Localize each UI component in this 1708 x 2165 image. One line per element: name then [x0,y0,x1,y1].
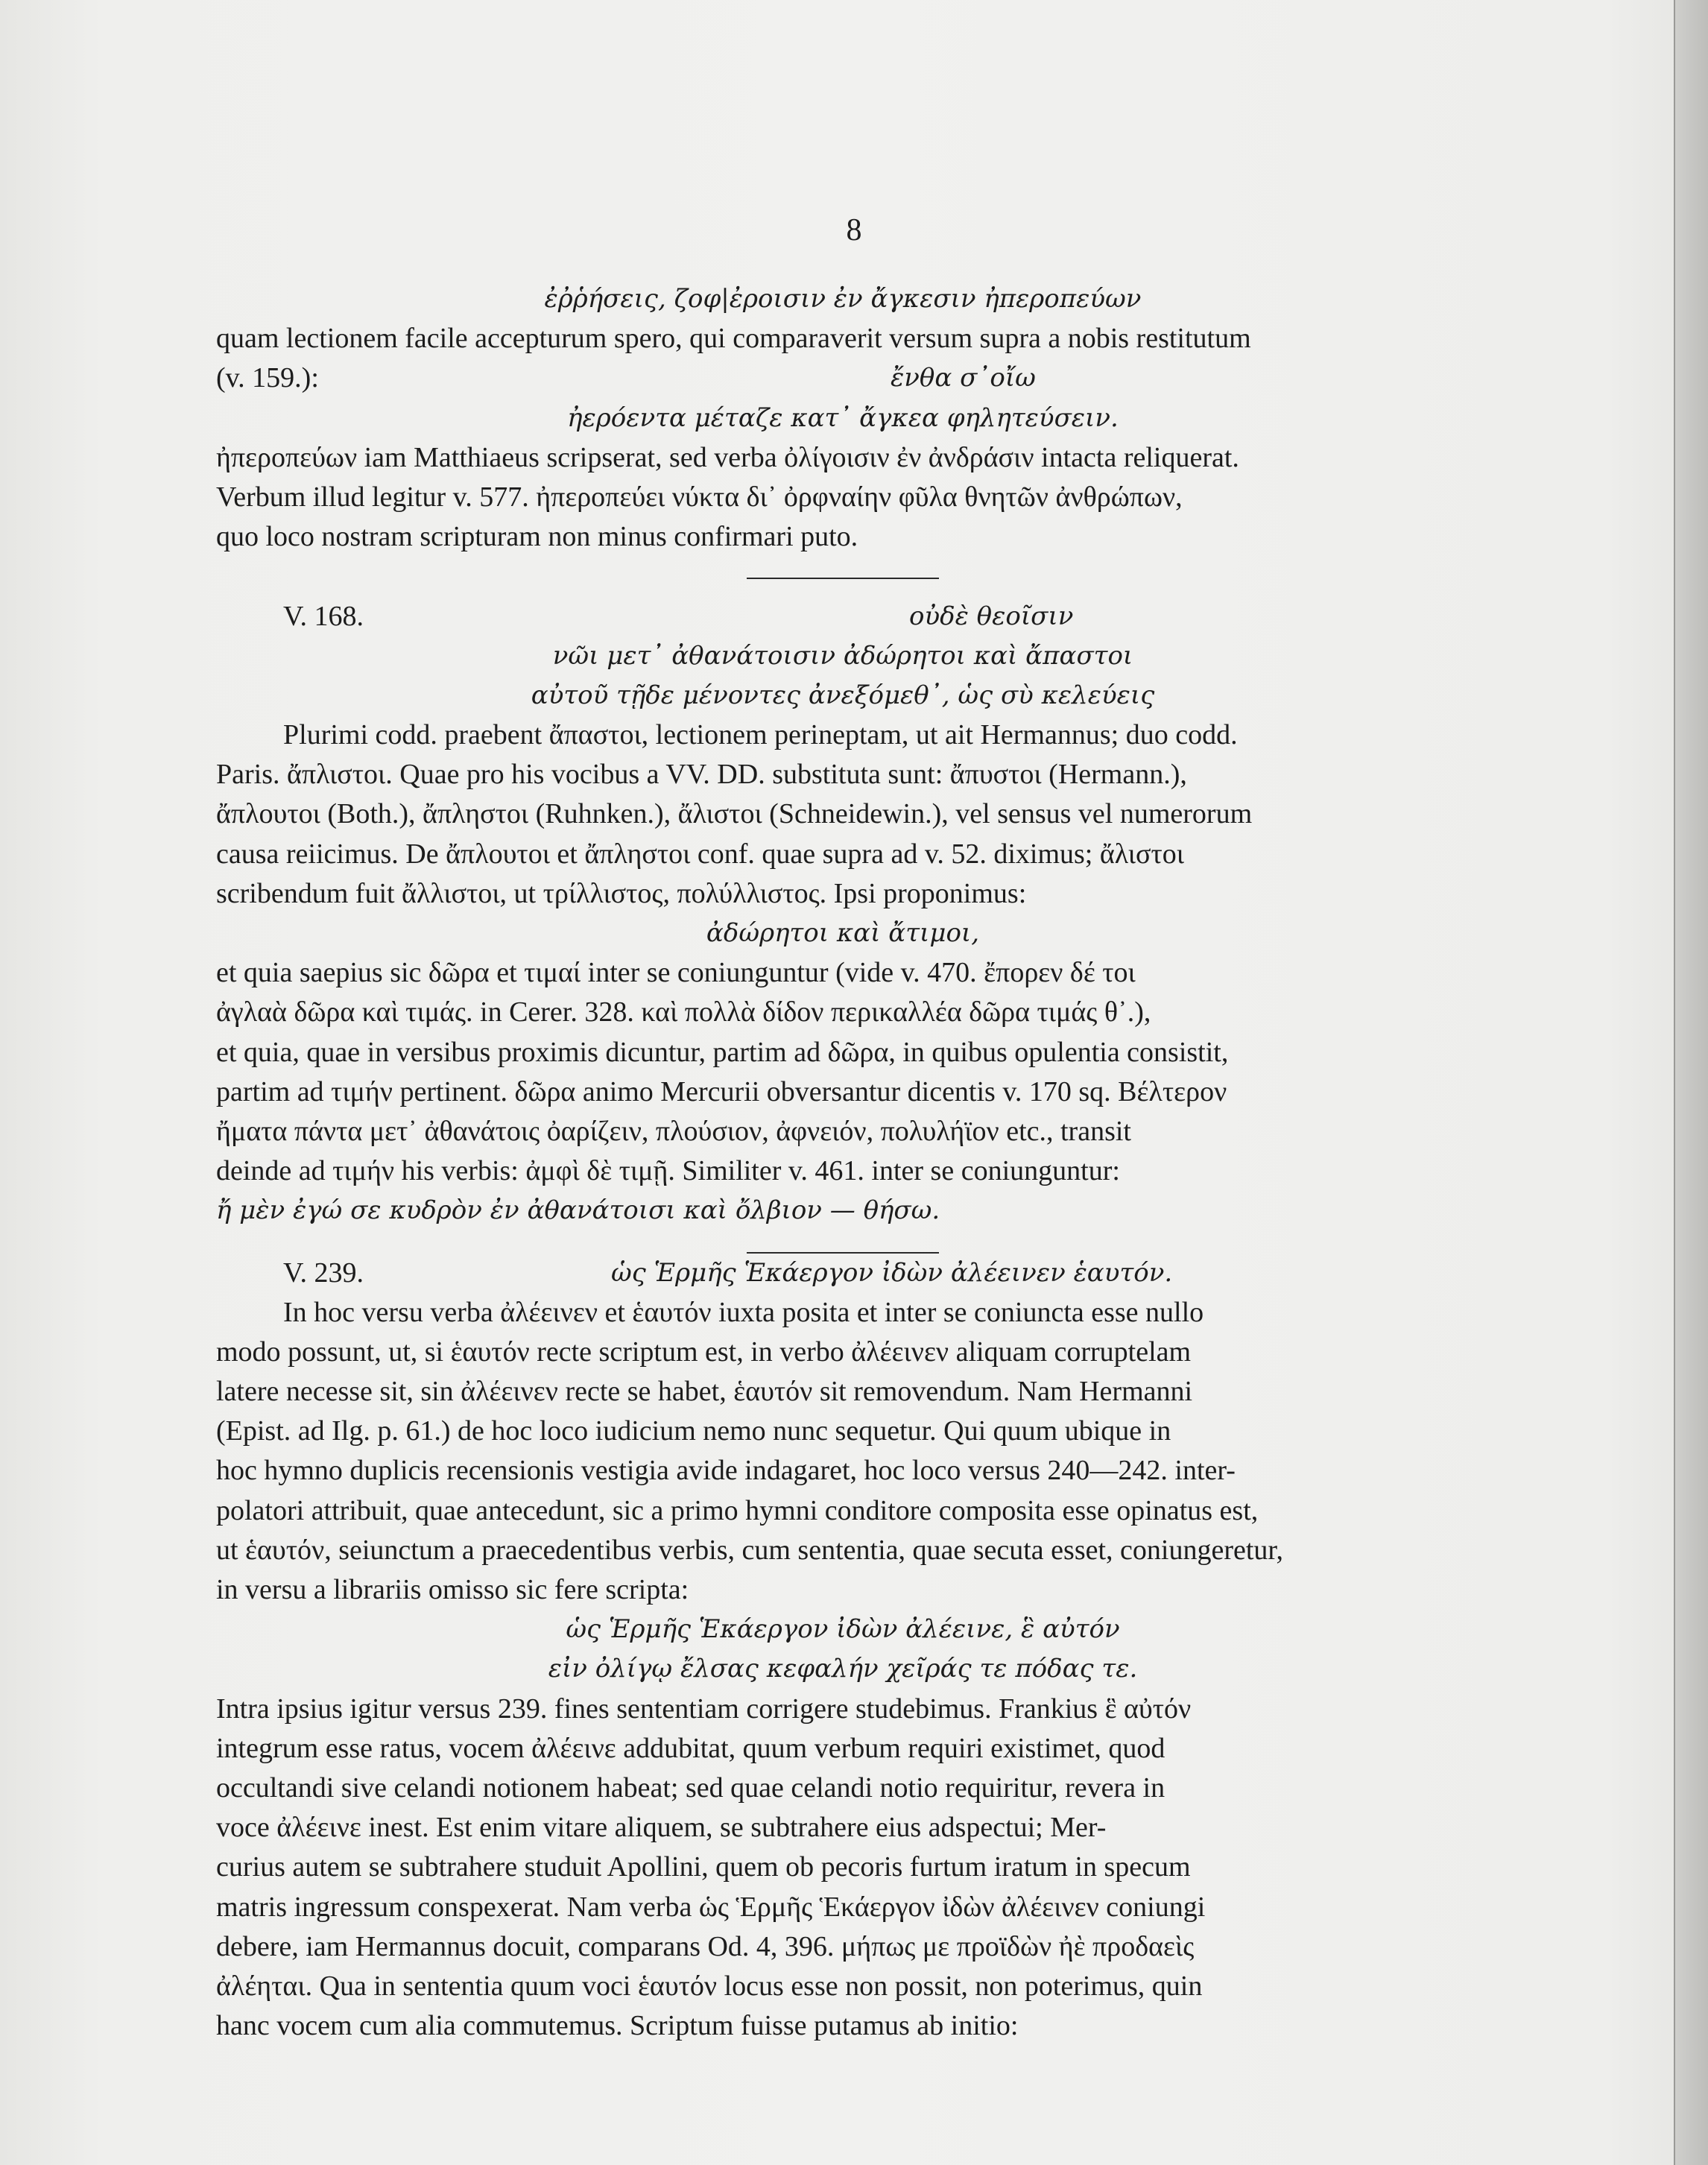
greek-verse: ὡς Ἑρμῆς Ἑκάεργον ἰδὼν ἀλέεινε, ἓ αὐτόν [566,1614,1120,1645]
page-number: 8 [846,213,862,247]
greek-verse: νῶι μετ᾽ ἀθανάτοισιν ἀδώρητοι καὶ ἄπαστοι [552,640,1133,671]
text-line: (v. 159.): [216,362,319,394]
text-line: In hoc versu verba ἀλέεινεν et ἑαυτόν iuxta posita et inter se coniuncta esse nullo [283,1296,1204,1328]
greek-verse: ἠερόεντα μέταζε κατ᾽ ἄγκεα φηλητεύσειν. [567,402,1119,433]
text-line: ἀγλαὰ δῶρα καὶ τιμάς. in Cerer. 328. καὶ πολλὰ δίδον περικαλλέα δῶρα τιμάς θ᾽.), [216,996,1151,1028]
greek-verse: ἐῤῥήσεις, ζοφ|ἐροισιν ἐν ἄγκεσιν ἠπεροπεύων [544,284,1142,314]
text-line: matris ingressum conspexerat. Nam verba ὡς Ἑρμῆς Ἑκάεργον ἰδὼν ἀλέεινεν coniungi [216,1891,1206,1923]
text-line: Paris. ἄπλιστοι. Quae pro his vocibus a VV. DD. substituta sunt: ἄπυστοι (Hermann.), [216,759,1187,791]
section-divider [216,557,1470,596]
page-edge [1674,0,1708,2165]
text-line: et quia, quae in versibus proximis dicuntur, partim ad δῶρα, in quibus opulentia consistit, [216,1036,1229,1068]
text-line: causa reiicimus. De ἄπλουτοι et ἄπληστοι conf. quae supra ad v. 52. diximus; ἄλιστοι [216,838,1184,870]
text-line: quam lectionem facile accepturum spero, qui comparaverit versum supra a nobis restitutum [216,323,1251,355]
text-line: latere necesse sit, sin ἀλέεινεν recte se habet, ἑαυτόν sit removendum. Nam Hermanni [216,1376,1193,1408]
greek-verse: ἀδώρητοι καὶ ἄτιμοι, [706,918,980,948]
text-line: in versu a librariis omisso sic fere scripta: [216,1574,689,1605]
text-line: debere, iam Hermannus docuit, comparans Od. 4, 396. μήπως με προϊδὼν ἠὲ προδαεὶς [216,1930,1195,1962]
text-line: ἤματα πάντα μετ᾽ ἀθανάτοις ὀαρίζειν, πλούσιον, ἀφνειόν, πολυλήϊον etc., transit [216,1115,1131,1147]
greek-verse: ἤ μὲν ἐγώ σε κυδρὸν ἐν ἀθανάτοισι καὶ ὄλβιον — θήσω. [216,1195,940,1226]
text-line: integrum esse ratus, vocem ἀλέεινε addubitat, quum verbum requiri existimet, quod [216,1732,1165,1764]
text-line: occultandi sive celandi notionem habeat; sed quae celandi notio requiritur, revera in [216,1771,1165,1804]
page-body [216,279,1470,2046]
text-line: ἄπλουτοι (Both.), ἄπληστοι (Ruhnken.), ἄλιστοι (Schneidewin.), vel sensus vel numerorum [216,798,1253,830]
text-line: partim ad τιμήν pertinent. δῶρα animo Mercurii obversantur dicentis v. 170 sq. Βέλτερον [216,1075,1227,1107]
text-line: hanc vocem cum alia commutemus. Scriptum fuisse putamus ab initio: [216,2010,1019,2042]
greek-verse: ὡς Ἑρμῆς Ἑκάεργον ἰδὼν ἀλέεινεν ἑαυτόν. [611,1257,1173,1288]
verse-number: V. 168. [283,600,364,632]
text-line: ut ἑαυτόν, seiunctum a praecedentibus verbis, cum sententia, quae secuta esset, coniungeretur, [216,1534,1284,1566]
text-line: polatori attribuit, quae antecedunt, sic a primo hymni conditore composita esse opinatus est, [216,1494,1259,1526]
text-line: deinde ad τιμήν his verbis: ἀμφὶ δὲ τιμῇ. Similiter v. 461. inter se coniunguntur: [216,1155,1120,1187]
text-line: curius autem se subtrahere studuit Apollini, quem ob pecoris furtum iratum in specum [216,1851,1191,1883]
greek-verse: αὐτοῦ τῇδε μένοντες ἀνεξόμεθ᾽, ὡς σὺ κελεύεις [531,680,1155,710]
text-line: voce ἀλέεινε inest. Est enim vitare aliquem, se subtrahere eius adspectui; Mer- [216,1812,1107,1844]
text-line: hoc hymno duplicis recensionis vestigia avide indagaret, hoc loco versus 240—242. inter- [216,1455,1236,1487]
text-line: Intra ipsius igitur versus 239. fines sententiam corrigere studebimus. Frankius ἓ αὐτόν [216,1693,1192,1725]
text-line: scribendum fuit ἄλλιστοι, ut τρίλλιστος, πολύλλιστος. Ipsi proponimus: [216,877,1027,909]
verse-number: V. 239. [283,1257,364,1289]
text-line: ἀλέηται. Qua in sententia quum voci ἑαυτόν locus esse non possit, non poterimus, quin [216,1970,1203,2002]
greek-verse: οὐδὲ θεοῖσιν [909,601,1074,631]
text-line: modo possunt, ut, si ἑαυτόν recte scriptum est, in verbo ἀλέεινεν aliquam corruptelam [216,1336,1192,1368]
greek-verse: ἔνθα σ᾽οἴω [891,363,1036,394]
text-line: (Epist. ad Ilg. p. 61.) de hoc loco iudicium nemo nunc sequetur. Qui quum ubique in [216,1415,1171,1447]
text-line: Verbum illud legitur v. 577. ἠπεροπεύει νύκτα δι᾽ ὀρφναίην φῦλα θνητῶν ἀνθρώπων, [216,481,1183,513]
greek-verse: εἰν ὀλίγῳ ἔλσας κεφαλήν χεῖράς τε πόδας τε. [548,1654,1138,1684]
section-divider [216,1231,1470,1254]
text-line: ἠπεροπεύων iam Matthiaeus scripserat, sed verba ὀλίγοισιν ἐν ἀνδράσιν intacta reliquerat. [216,441,1239,473]
text-line: Plurimi codd. praebent ἄπαστοι, lectionem perineptam, ut ait Hermannus; duo codd. [283,719,1238,751]
text-line: et quia saepius sic δῶρα et τιμαί inter se coniunguntur (vide v. 470. ἔπορεν δέ τοι [216,957,1136,989]
text-line: quo loco nostram scripturam non minus confirmari puto. [216,521,858,553]
